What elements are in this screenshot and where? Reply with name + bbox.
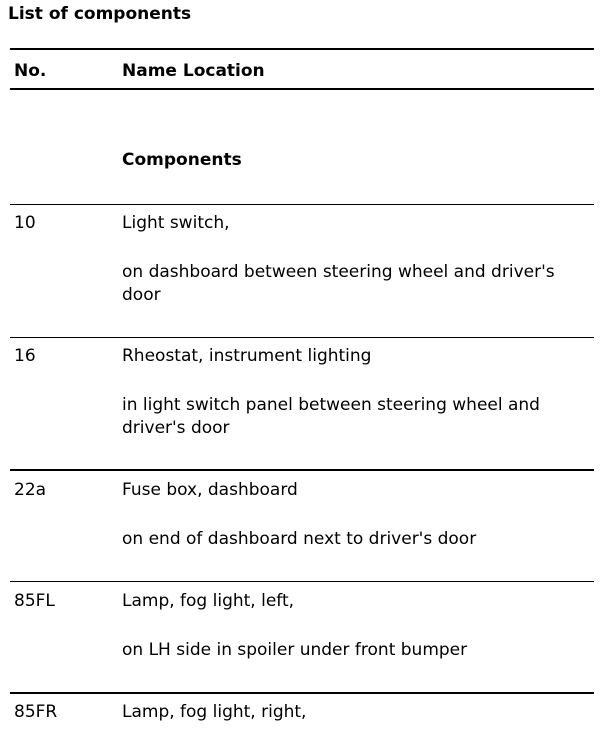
row-name: Fuse box, dashboard: [122, 480, 298, 500]
section-heading: Components: [122, 150, 242, 170]
header-top-rule: [10, 48, 594, 50]
row-divider: [10, 692, 594, 694]
row-number: 85FR: [14, 702, 58, 722]
row-number: 10: [14, 213, 36, 233]
row-divider: [10, 469, 594, 471]
row-divider: [10, 204, 594, 205]
row-number: 22a: [14, 480, 47, 500]
page-title: List of components: [8, 4, 192, 24]
row-divider: [10, 337, 594, 338]
row-name: Lamp, fog light, right,: [122, 702, 307, 722]
row-divider: [10, 581, 594, 582]
header-bottom-rule: [10, 88, 594, 90]
row-name: Light switch,: [122, 213, 230, 233]
row-number: 85FL: [14, 591, 55, 611]
row-location: on dashboard between steering wheel and driver's door: [122, 262, 555, 305]
row-location: in light switch panel between steering wheel and driver's door: [122, 395, 540, 438]
header-no: No.: [14, 61, 47, 81]
header-name-location: Name Location: [122, 61, 265, 81]
row-name: Lamp, fog light, left,: [122, 591, 295, 611]
row-location: on LH side in spoiler under front bumper: [122, 640, 468, 660]
row-name: Rheostat, instrument lighting: [122, 346, 372, 366]
row-location: on end of dashboard next to driver's door: [122, 529, 477, 549]
row-number: 16: [14, 346, 36, 366]
